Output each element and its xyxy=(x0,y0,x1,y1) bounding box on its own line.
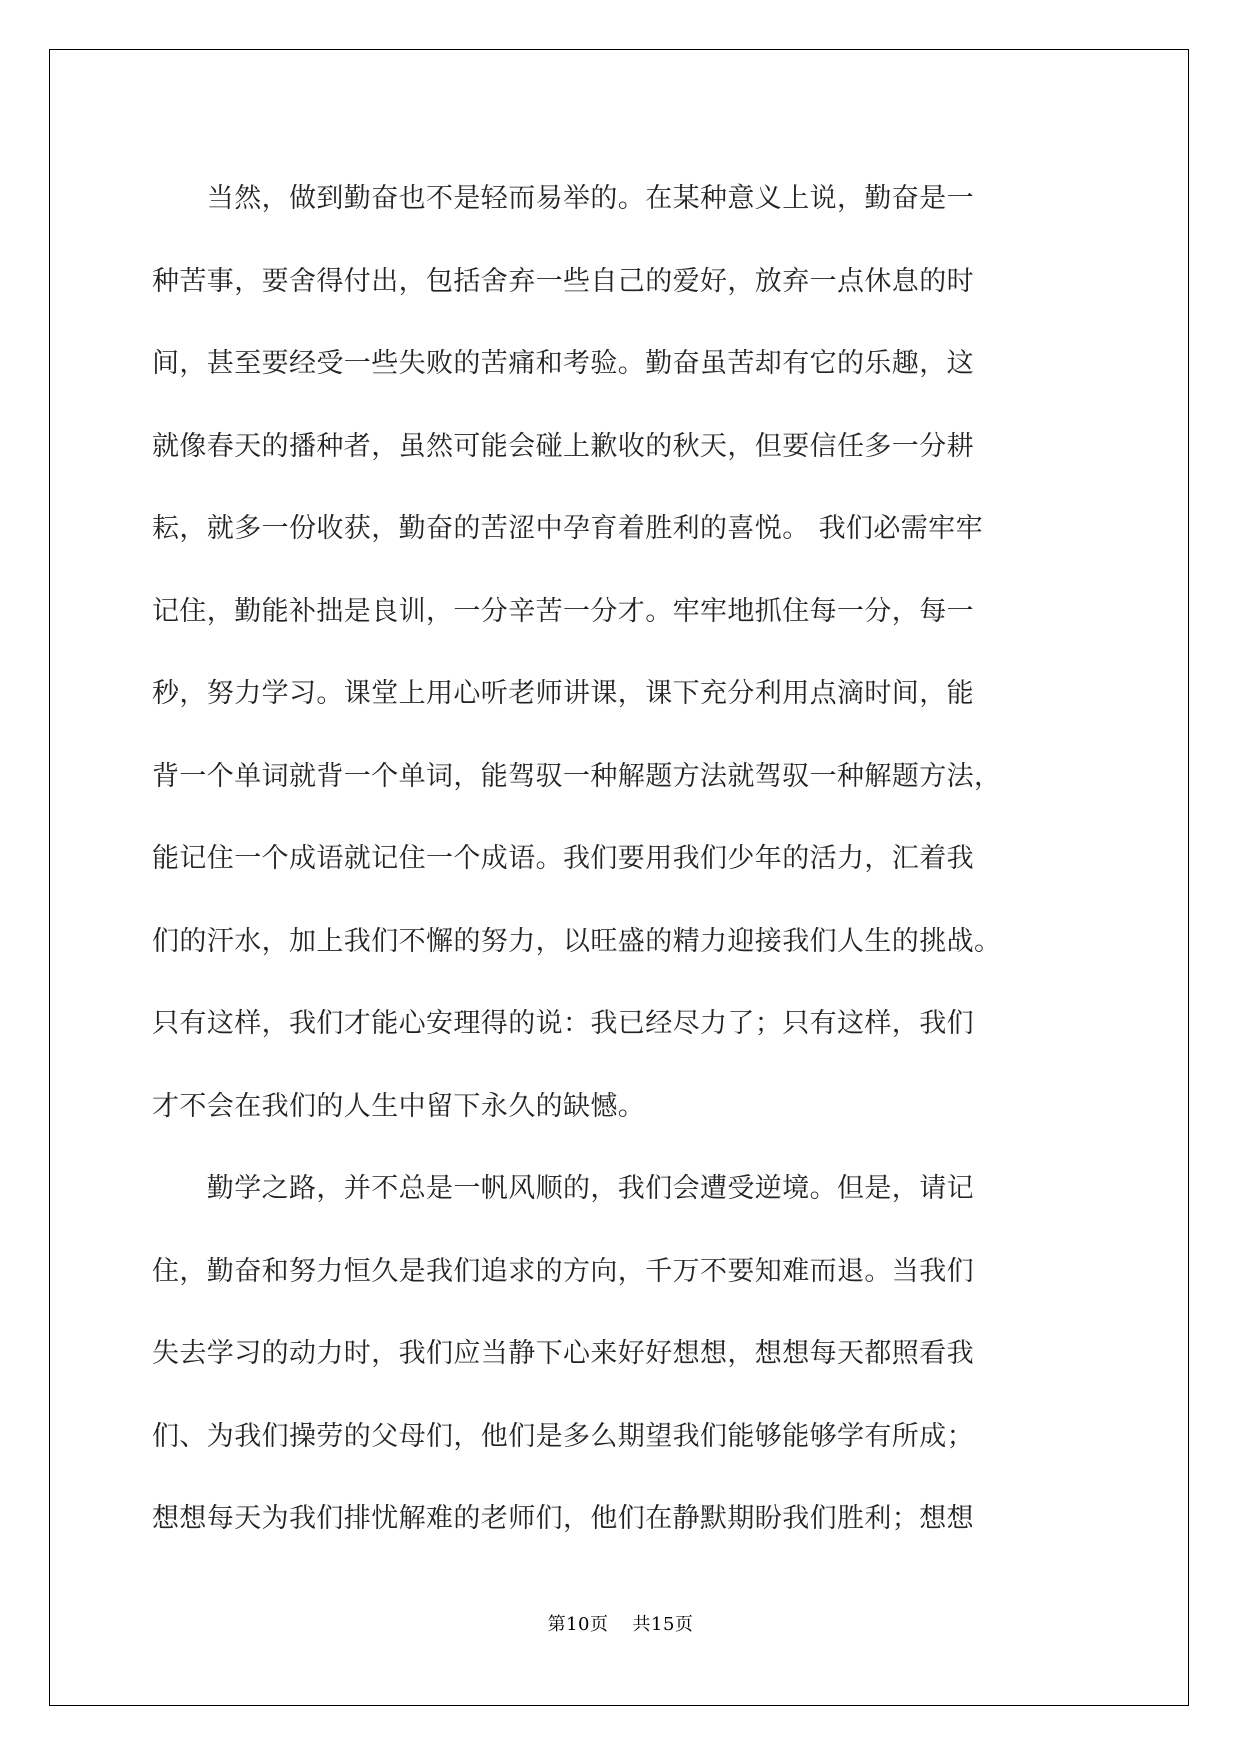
paragraph-1 xyxy=(152,158,1090,1148)
text-line: 想想每天为我们排忧解难的老师们，他们在静默期盼我们胜利；想想 xyxy=(152,1503,974,1534)
text-line: 才不会在我们的人生中留下永久的缺憾。 xyxy=(152,1090,646,1122)
text-line: 秒，努力学习。课堂上用心听老师讲课，课下充分利用点滴时间，能 xyxy=(152,678,974,709)
text-line: 住，勤奋和努力恒久是我们追求的方向，千万不要知难而退。当我们 xyxy=(152,1255,974,1287)
text-line: 们的汗水，加上我们不懈的努力，以旺盛的精力迎接我们人生的挑战。 xyxy=(152,925,1002,957)
page-footer xyxy=(0,1610,1241,1636)
text-line: 种苦事，要舍得付出，包括舍弃一些自己的爱好，放弃一点休息的时 xyxy=(152,265,974,297)
text-line: 勤学之路，并不总是一帆风顺的，我们会遭受逆境。但是，请记 xyxy=(152,1173,974,1204)
text-line: 当然，做到勤奋也不是轻而易举的。在某种意义上说，勤奋是一 xyxy=(152,183,974,214)
text-line: 们、为我们操劳的父母们，他们是多么期望我们能够能够学有所成； xyxy=(152,1420,974,1452)
page-number: 第10页 xyxy=(547,1614,609,1635)
text-line: 间，甚至要经受一些失败的苦痛和考验。勤奋虽苦却有它的乐趣，这 xyxy=(152,348,974,379)
text-line: 耘，就多一份收获，勤奋的苦涩中孕育着胜利的喜悦。 我们必需牢牢 xyxy=(152,513,983,544)
document-body xyxy=(152,158,1090,1561)
paragraph-2 xyxy=(152,1148,1090,1561)
text-line: 只有这样，我们才能心安理得的说：我已经尽力了；只有这样，我们 xyxy=(152,1008,974,1039)
text-line: 记住，勤能补拙是良训，一分辛苦一分才。牢牢地抓住每一分，每一 xyxy=(152,595,974,627)
text-line: 就像春天的播种者，虽然可能会碰上歉收的秋天，但要信任多一分耕 xyxy=(152,430,974,462)
page-total: 共15页 xyxy=(632,1614,694,1635)
text-line: 能记住一个成语就记住一个成语。我们要用我们少年的活力，汇着我 xyxy=(152,843,974,874)
text-line: 失去学习的动力时，我们应当静下心来好好想想，想想每天都照看我 xyxy=(152,1338,974,1369)
text-line: 背一个单词就背一个单词，能驾驭一种解题方法就驾驭一种解题方法， xyxy=(152,760,1002,792)
